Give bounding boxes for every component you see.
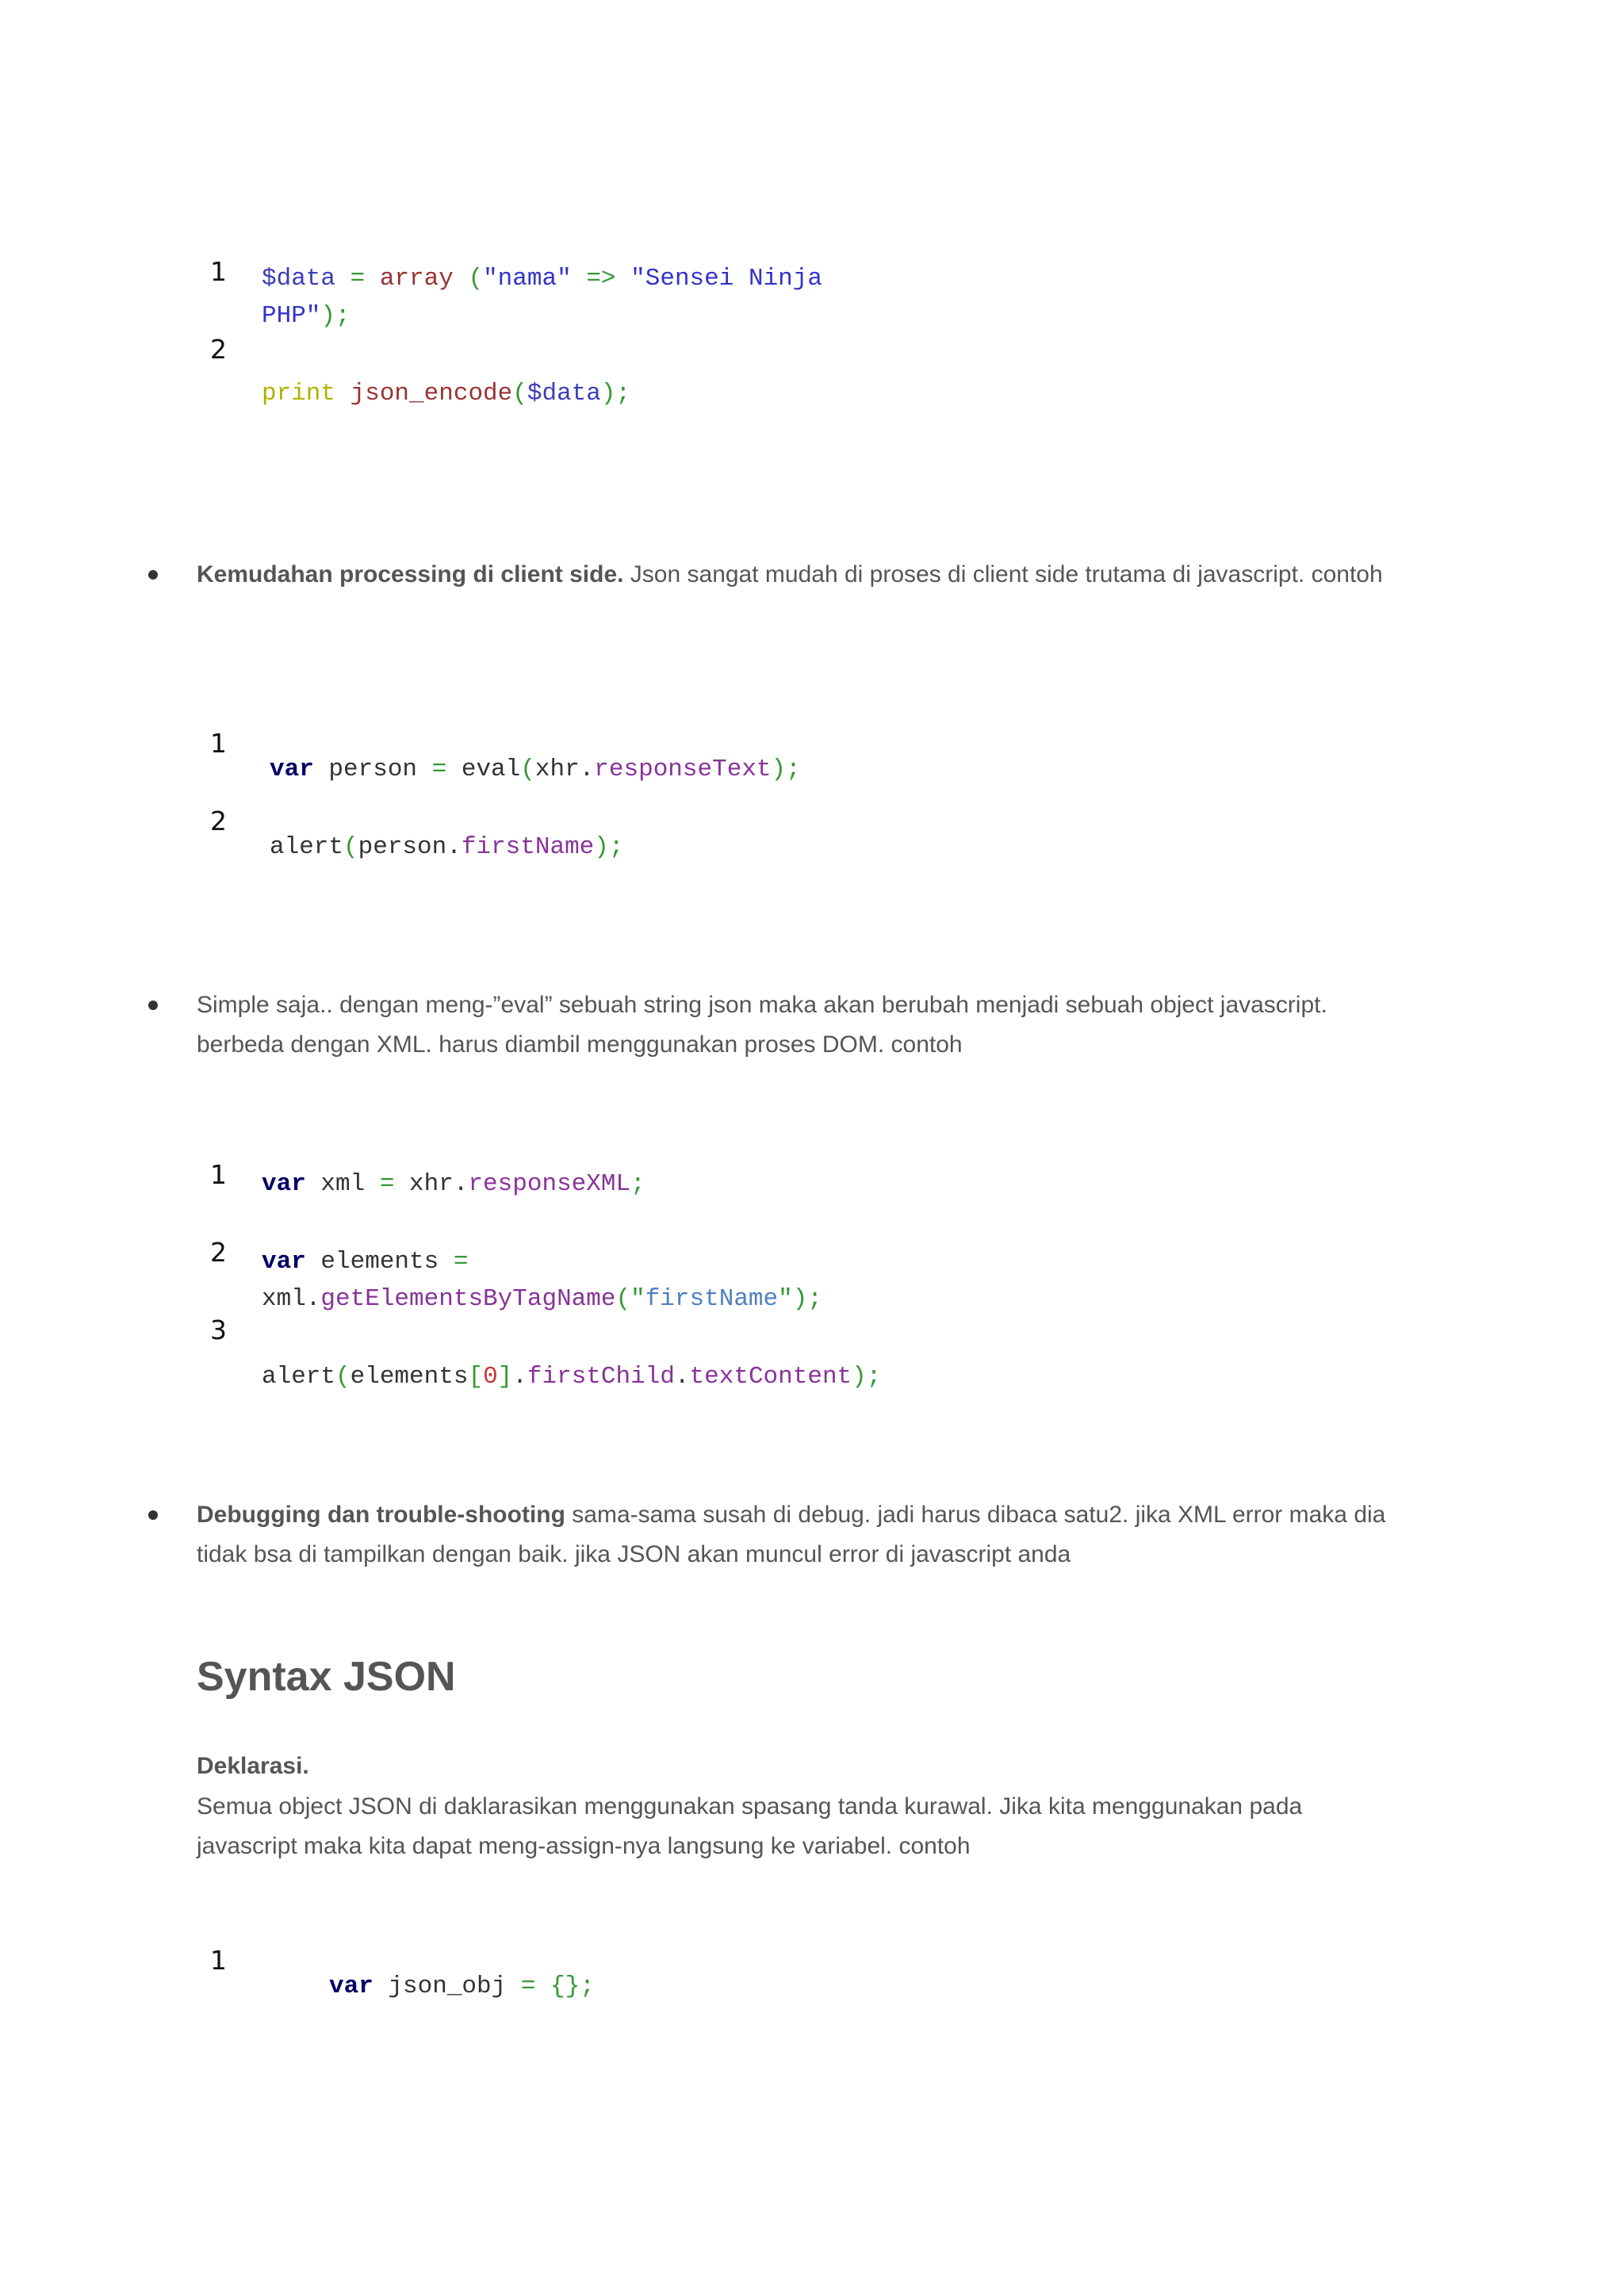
code-token: elements [305,1248,454,1276]
code-line [262,1249,468,1274]
code-line [262,266,822,291]
line-number: 1 [210,256,227,287]
code-token: alert [262,1363,336,1391]
code-line [262,304,350,328]
line-number: 2 [210,806,227,836]
code-line [262,1172,645,1196]
line-number: 1 [210,1945,227,1976]
code-token: "Sensei Ninja [630,265,822,293]
code-token: => [586,265,616,293]
code-token [335,265,350,293]
code-token: xhr. [534,756,595,783]
code-token: ; [630,1170,645,1198]
line-number: 1 [210,1159,227,1190]
code-token: = [350,265,366,293]
code-token: ); [600,380,631,408]
code-line [262,1287,822,1311]
code-token: [ [468,1363,484,1391]
code-token: ] [497,1363,513,1391]
code-token: . [674,1363,690,1391]
code-token: json_obj [373,1973,521,2000]
code-token: . [512,1363,527,1391]
code-token: var [262,1248,306,1276]
code-line [270,757,801,782]
code-token: ( [335,1363,350,1391]
code-token: print [262,380,336,408]
code-token: " [778,1285,793,1313]
code-token: ( [468,265,484,293]
line-number: 2 [210,334,227,365]
code-line [329,1974,595,1999]
code-token: xhr. [394,1170,469,1198]
code-token: person [313,756,432,783]
code-token: 0 [483,1363,498,1391]
bold-lead: Kemudahan processing di client side. [197,561,624,587]
code-token: $data [262,265,336,293]
code-token: ( [512,380,527,408]
bullet-marker [148,1001,158,1010]
paragraph-text: Simple saja.. dengan meng-”eval” sebuah string json maka akan berubah menjadi sebuah object javascript. berbeda dengan XML. harus diambil menggunakan proses DOM. contoh [197,992,1327,1058]
code-token [616,265,631,293]
code-line [270,835,624,859]
code-token: = [431,756,447,783]
code-token: responseXML [468,1170,631,1198]
bold-lead: Debugging dan trouble-shooting [197,1502,565,1528]
line-number: 3 [210,1314,227,1345]
code-token: " [630,1285,645,1313]
code-token: ( [615,1285,631,1313]
code-token [335,380,350,408]
code-token: textContent [689,1363,852,1391]
code-token: json_encode [350,380,513,408]
line-number: 2 [210,1237,227,1268]
code-token: ); [792,1285,822,1313]
code-token: var [329,1973,373,2000]
code-token: ); [594,833,624,861]
code-line [262,381,630,406]
paragraph-text: sama-sama susah di debug. jadi harus dibaca satu2. jika XML error maka dia tidak bsa di tampilkan dengan baik. jika JSON akan muncul error di javascript anda [197,1502,1386,1567]
code-token: array [379,265,454,293]
code-token [572,265,587,293]
code-token: = [453,1248,469,1276]
code-token: person. [358,833,462,861]
code-token: elements [350,1363,469,1391]
code-token: PHP" [262,302,321,330]
code-token: getElementsByTagName [320,1285,616,1313]
section-paragraph: Semua object JSON di daklarasikan menggunakan spasang tanda kurawal. Jika kita menggunakan pada javascript maka kita dapat meng-assign-nya langsung ke variabel. contoh [197,1793,1303,1859]
code-token: xml [305,1170,380,1198]
code-token: = [520,1973,536,2000]
code-token: responseText [594,756,772,783]
paragraph-text: Json sangat mudah di proses di client side trutama di javascript. contoh [623,561,1383,587]
code-token: {}; [535,1973,595,2000]
code-token: xml. [262,1285,321,1313]
code-token: ( [343,833,358,861]
code-line [262,1364,881,1389]
code-token: alert [270,833,344,861]
code-token: var [262,1170,306,1198]
code-token: ); [320,302,350,330]
bullet-marker [148,570,158,580]
line-number: 1 [210,728,227,759]
subheading: Deklarasi. [197,1753,309,1779]
code-token: ); [771,756,801,783]
code-token [365,265,380,293]
bullet-paragraph-client-side [197,555,1402,595]
bullet-paragraph-debugging [197,1495,1402,1575]
code-token: $data [527,380,601,408]
code-token: ( [520,756,535,783]
code-token [454,265,469,293]
code-token: var [270,756,314,783]
code-token: firstName [645,1285,779,1313]
code-token: = [379,1170,395,1198]
code-token: firstChild [527,1363,675,1391]
code-token: "nama" [483,265,572,293]
code-token: firstName [461,833,595,861]
section-heading: Syntax JSON [197,1654,456,1700]
code-token: ); [852,1363,882,1391]
bullet-paragraph-eval [197,985,1402,1065]
bullet-marker [148,1510,158,1520]
code-token: eval [446,756,521,783]
